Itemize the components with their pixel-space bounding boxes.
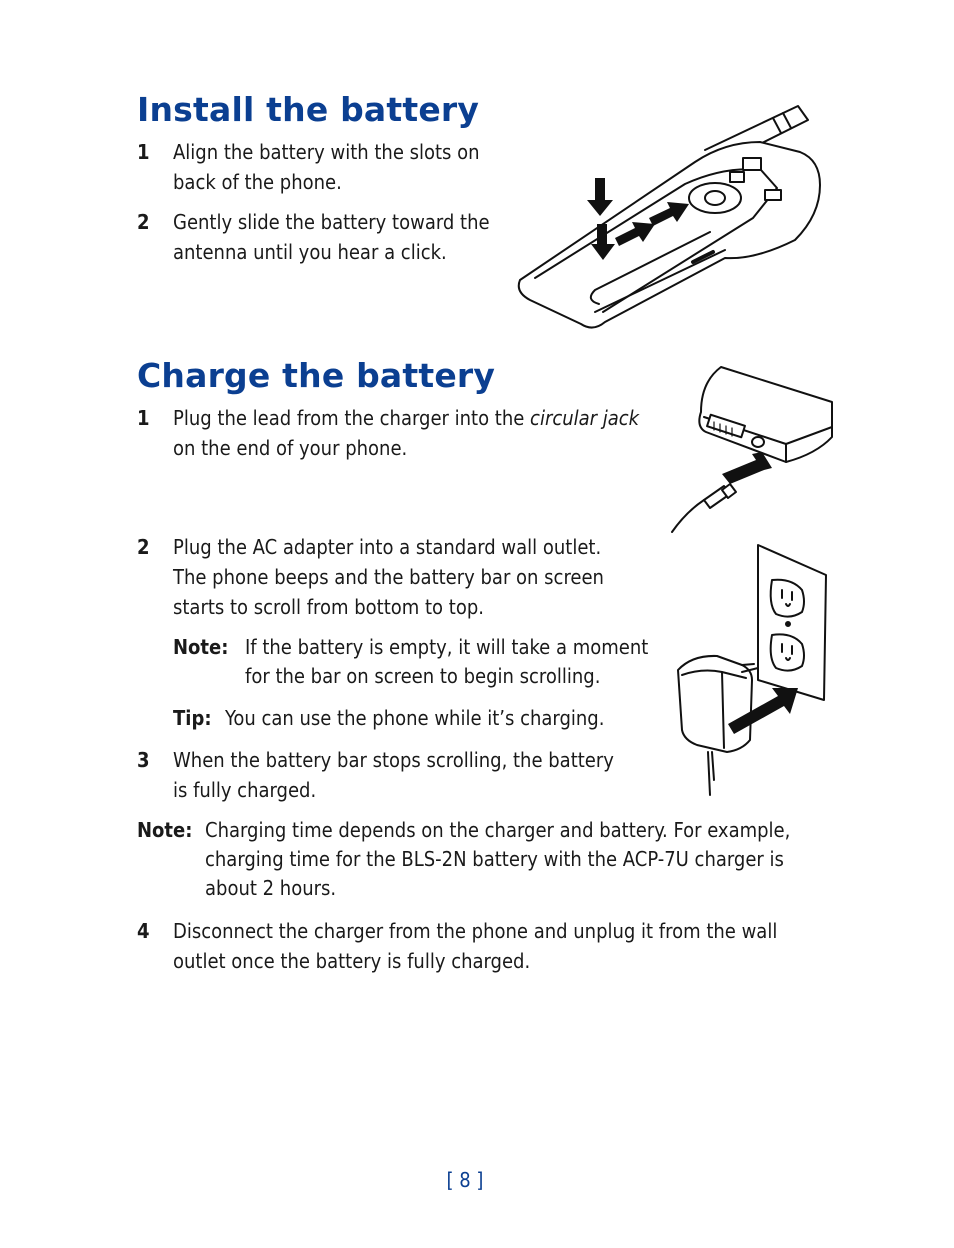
- page-number: [ 8 ]: [446, 1168, 484, 1192]
- charge-step-1: [137, 403, 667, 463]
- tip-text: You can use the phone while it’s charging.: [225, 706, 605, 730]
- step-number: 1: [137, 406, 150, 430]
- step-text-line: Disconnect the charger from the phone and unplug it from the wall: [173, 919, 778, 943]
- step-text-line: antenna until you hear a click.: [173, 240, 447, 264]
- step-number: 2: [137, 210, 150, 234]
- note-text-line: about 2 hours.: [205, 876, 337, 900]
- charger-jack-illustration: [666, 362, 836, 537]
- step-text-line: outlet once the battery is fully charged.: [173, 949, 531, 973]
- step-text-line: on the end of your phone.: [173, 436, 408, 460]
- circular-jack-emphasis: circular jack: [530, 406, 640, 430]
- battery-install-illustration: [515, 100, 830, 336]
- step-text-line: When the battery bar stops scrolling, the battery: [173, 748, 614, 772]
- step-number: 4: [137, 919, 150, 943]
- charge-step-4: [137, 916, 837, 976]
- install-step-2: [137, 207, 517, 267]
- step-text-line: starts to scroll from bottom to top.: [173, 595, 484, 619]
- step-number: 3: [137, 748, 150, 772]
- step-text-line: Plug the AC adapter into a standard wall outlet.: [173, 535, 602, 559]
- step-number: 2: [137, 535, 150, 559]
- charge-step-2: [137, 532, 647, 622]
- step-text-line: Plug the lead from the charger into the: [173, 406, 531, 430]
- charge-battery-title: Charge the battery: [137, 356, 496, 395]
- tip-label: Tip:: [173, 706, 212, 730]
- install-battery-title: Install the battery: [137, 90, 480, 129]
- step-number: 1: [137, 140, 150, 164]
- note-text-line: for the bar on screen to begin scrolling.: [245, 664, 601, 688]
- step-text-line: Gently slide the battery toward the: [173, 210, 490, 234]
- note-charging-time: [137, 816, 837, 906]
- wall-outlet-illustration: [672, 540, 832, 798]
- note-label: Note:: [173, 635, 229, 659]
- step-text-line: is fully charged.: [173, 778, 317, 802]
- charge-step-3: [137, 745, 657, 805]
- note-label: Note:: [137, 818, 193, 842]
- note-empty-battery: [173, 633, 673, 693]
- step-text-line: The phone beeps and the battery bar on screen: [173, 565, 604, 589]
- install-step-1: [137, 137, 517, 197]
- step-text-line: back of the phone.: [173, 170, 342, 194]
- tip-charging: [173, 704, 653, 734]
- step-text-line: Align the battery with the slots on: [173, 140, 480, 164]
- note-text-line: charging time for the BLS-2N battery with the ACP-7U charger is: [205, 847, 784, 871]
- note-text-line: If the battery is empty, it will take a moment: [245, 635, 649, 659]
- note-text-line: Charging time depends on the charger and battery. For example,: [205, 818, 791, 842]
